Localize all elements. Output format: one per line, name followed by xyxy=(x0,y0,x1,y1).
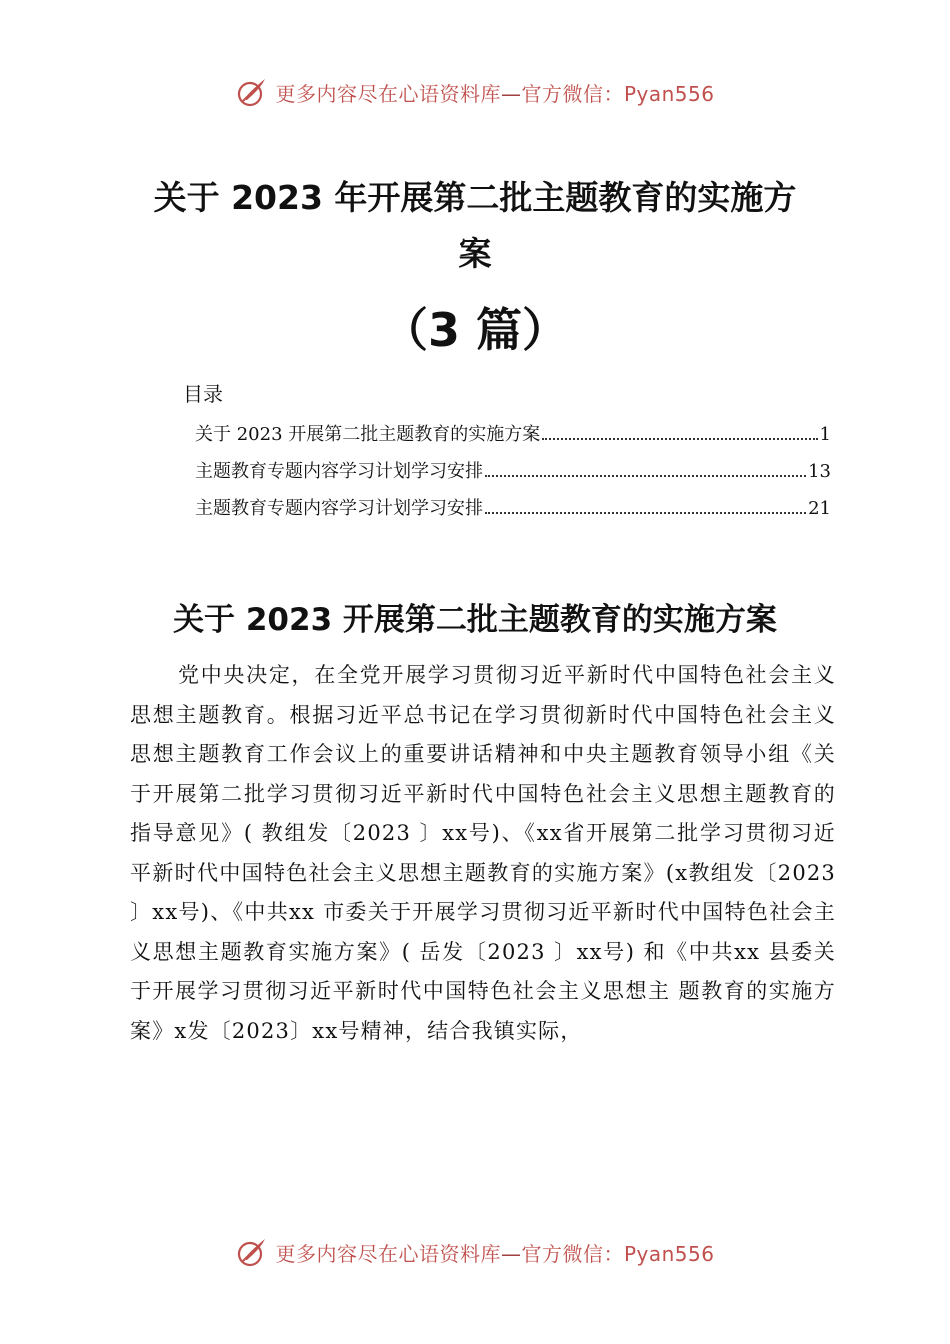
toc-item[interactable] xyxy=(195,457,831,494)
section-heading: 关于 2023 开展第二批主题教育的实施方案 xyxy=(173,602,777,638)
banner-text: 更多内容尽在心语资料库—官方微信：Pyan556 xyxy=(275,81,715,106)
toc-item-label: 主题教育专题内容学习计划学习安排 xyxy=(195,461,483,482)
document-title: 关于 2023 年开展第二批主题教育的实施方 xyxy=(153,178,797,217)
toc-item-label: 关于 2023 开展第二批主题教育的实施方案 xyxy=(195,424,541,445)
toc-item-page: 1 xyxy=(819,424,831,445)
document-subtitle-count: （3 篇） xyxy=(381,303,569,357)
toc-item[interactable] xyxy=(195,494,831,531)
header-banner xyxy=(0,72,950,112)
toc-leader-dots xyxy=(485,474,806,477)
toc-item[interactable] xyxy=(195,420,831,457)
table-of-contents xyxy=(195,420,831,531)
body-paragraph: 党中央决定，在全党开展学习贯彻习近平新时代中国特色社会主义思想主题教育。根据习近平总书记在学习贯彻新时代中国特色社会主义思想主题教育工作会议上的重要讲话精神和中央主题教育领导小组《关于开展第二批学习贯彻习近平新时代中国特色社会主义思想主题教育的指导意见》( 教组发〔2023 〕xx号)、《xx省开展第二批学习贯彻习近平新时代中国特色社会主义思想主题教育的实施方案》(x教组发〔2023 〕xx号)、《中共xx 市委关于开展学习贯彻习近平新时代中国特色社会主义思想主题教育实施方案》( 岳发〔2023 〕xx号) 和《中共xx 县委关于开展学习贯彻习近平新时代中国特色社会主义思想主 题教育的实施方案》x发〔2023〕xx号精神，结合我镇实际， xyxy=(130,663,836,1043)
toc-item-page: 13 xyxy=(808,461,831,482)
document-title-continued: 案 xyxy=(458,234,492,273)
toc-leader-dots xyxy=(485,511,806,514)
banner-text: 更多内容尽在心语资料库—官方微信：Pyan556 xyxy=(275,1241,715,1266)
toc-item-page: 21 xyxy=(808,498,831,519)
quill-logo-icon xyxy=(235,1235,269,1269)
toc-heading: 目录 xyxy=(183,382,223,406)
toc-item-label: 主题教育专题内容学习计划学习安排 xyxy=(195,498,483,519)
footer-banner xyxy=(0,1232,950,1272)
toc-leader-dots xyxy=(542,437,817,440)
quill-logo-icon xyxy=(235,75,269,109)
